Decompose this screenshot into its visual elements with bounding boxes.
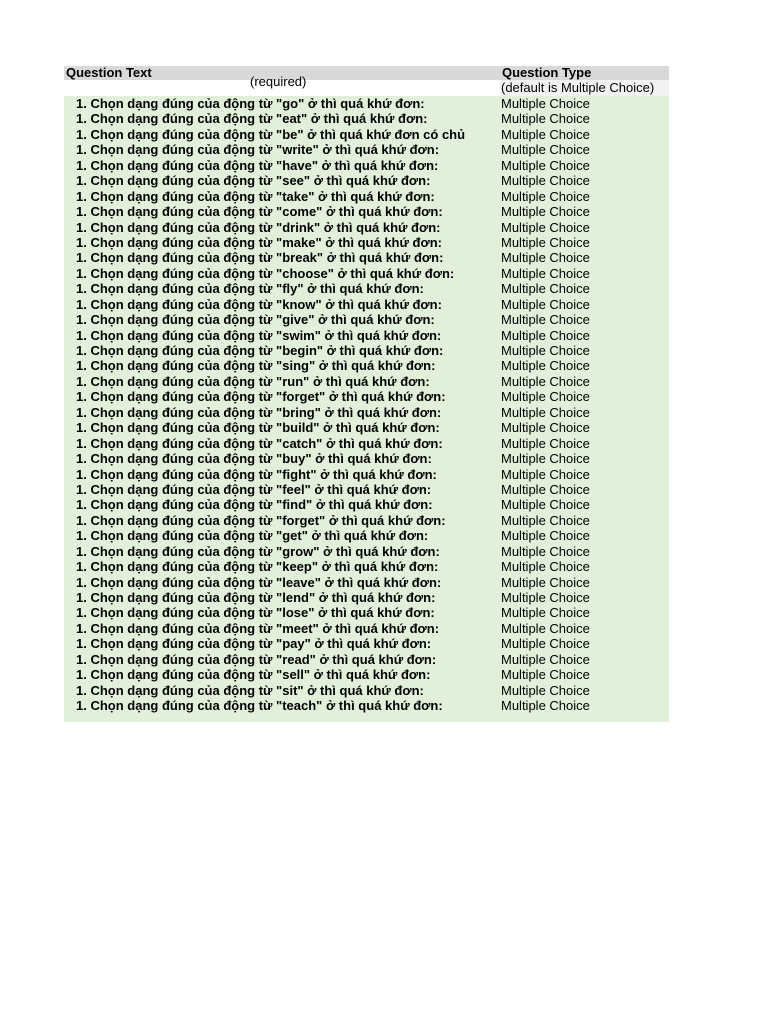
question-type-cell[interactable]: Multiple Choice	[501, 404, 590, 420]
question-text-cell[interactable]: 1. Chọn dạng đúng của động từ "sing" ở thì quá khứ đơn:	[76, 358, 436, 374]
table-row	[64, 497, 669, 512]
question-text-cell[interactable]: 1. Chọn dạng đúng của động từ "know" ở thì quá khứ đơn:	[76, 296, 442, 312]
table-row	[64, 559, 669, 574]
table-row	[64, 405, 669, 420]
question-text-cell[interactable]: 1. Chọn dạng đúng của động từ "see" ở thì quá khứ đơn:	[76, 173, 431, 189]
question-type-cell[interactable]: Multiple Choice	[501, 620, 590, 636]
table-row	[64, 358, 669, 373]
question-text-cell[interactable]: 1. Chọn dạng đúng của động từ "begin" ở thì quá khứ đơn:	[76, 343, 444, 358]
question-type-cell[interactable]: Multiple Choice	[501, 173, 590, 189]
question-type-cell[interactable]: Multiple Choice	[501, 451, 590, 467]
table-row	[64, 652, 669, 667]
question-type-cell[interactable]: Multiple Choice	[501, 512, 590, 528]
question-text-cell[interactable]: 1. Chọn dạng đúng của động từ "go" ở thì quá khứ đơn:	[76, 96, 425, 111]
question-type-cell[interactable]: Multiple Choice	[501, 682, 590, 698]
table-row	[64, 111, 669, 126]
table-row	[64, 220, 669, 235]
table-row	[64, 605, 669, 620]
question-type-cell[interactable]: Multiple Choice	[501, 296, 590, 312]
default-note[interactable]: (default is Multiple Choice)	[500, 80, 669, 96]
question-text-cell[interactable]: 1. Chọn dạng đúng của động từ "feel" ở thì quá khứ đơn:	[76, 481, 432, 497]
question-type-cell[interactable]: Multiple Choice	[501, 543, 590, 559]
question-text-cell[interactable]: 1. Chọn dạng đúng của động từ "find" ở thì quá khứ đơn:	[76, 497, 433, 513]
question-type-cell[interactable]: Multiple Choice	[501, 281, 590, 297]
question-text-cell[interactable]: 1. Chọn dạng đúng của động từ "come" ở thì quá khứ đơn:	[76, 204, 443, 220]
question-text-cell[interactable]: 1. Chọn dạng đúng của động từ "keep" ở thì quá khứ đơn:	[76, 559, 439, 575]
table-row	[64, 158, 669, 173]
question-text-cell[interactable]: 1. Chọn dạng đúng của động từ "forget" ở thì quá khứ đơn:	[76, 512, 446, 528]
table-row	[64, 235, 669, 250]
table-row	[64, 96, 669, 111]
question-text-cell[interactable]: 1. Chọn dạng đúng của động từ "take" ở thì quá khứ đơn:	[76, 188, 435, 204]
table-row	[64, 389, 669, 404]
question-text-cell[interactable]: 1. Chọn dạng đúng của động từ "get" ở thì quá khứ đơn:	[76, 528, 429, 544]
table-row	[64, 281, 669, 296]
table-row	[64, 698, 669, 713]
question-text-cell[interactable]: 1. Chọn dạng đúng của động từ "leave" ở thì quá khứ đơn:	[76, 574, 442, 590]
table-row	[64, 482, 669, 497]
table-row	[64, 451, 669, 466]
question-rows	[64, 96, 669, 722]
question-text-cell[interactable]: 1. Chọn dạng đúng của động từ "meet" ở thì quá khứ đơn:	[76, 620, 440, 636]
question-text-cell[interactable]: 1. Chọn dạng đúng của động từ "teach" ở thì quá khứ đơn:	[76, 698, 443, 714]
table-row	[64, 467, 669, 482]
question-type-cell[interactable]: Multiple Choice	[501, 265, 590, 281]
table-row	[64, 621, 669, 636]
question-text-cell[interactable]: 1. Chọn dạng đúng của động từ "lend" ở thì quá khứ đơn:	[76, 590, 436, 605]
table-row	[64, 297, 669, 312]
question-text-cell[interactable]: 1. Chọn dạng đúng của động từ "forget" ở thì quá khứ đơn:	[76, 389, 446, 405]
question-type-header[interactable]: Question Type	[502, 65, 592, 80]
question-text-header[interactable]: Question Text	[66, 65, 152, 80]
table-row	[64, 173, 669, 188]
question-text-cell[interactable]: 1. Chọn dạng đúng của động từ "make" ở thì quá khứ đơn:	[76, 234, 442, 250]
question-type-cell[interactable]: Multiple Choice	[501, 142, 590, 158]
question-text-cell[interactable]: 1. Chọn dạng đúng của động từ "give" ở thì quá khứ đơn:	[76, 312, 435, 328]
question-type-cell[interactable]: Multiple Choice	[501, 528, 590, 544]
question-type-cell[interactable]: Multiple Choice	[501, 126, 590, 142]
required-note-cell	[64, 74, 500, 96]
question-type-cell[interactable]: Multiple Choice	[501, 219, 590, 235]
question-type-cell[interactable]: Multiple Choice	[501, 651, 590, 667]
table-row	[64, 436, 669, 451]
question-type-cell[interactable]: Multiple Choice	[501, 312, 590, 328]
table-row	[64, 374, 669, 389]
question-text-cell[interactable]: 1. Chọn dạng đúng của động từ "buy" ở thì quá khứ đơn:	[76, 451, 432, 467]
question-text-cell[interactable]: 1. Chọn dạng đúng của động từ "choose" ở thì quá khứ đơn:	[76, 265, 455, 281]
question-type-cell[interactable]: Multiple Choice	[501, 481, 590, 497]
table-row	[64, 667, 669, 682]
required-note: (required)	[250, 74, 307, 89]
question-text-cell[interactable]: 1. Chọn dạng đúng của động từ "fight" ở thì quá khứ đơn:	[76, 466, 437, 482]
table-row	[64, 343, 669, 358]
table-row	[64, 142, 669, 157]
question-text-cell[interactable]: 1. Chọn dạng đúng của động từ "grow" ở thì quá khứ đơn:	[76, 543, 440, 559]
question-text-cell[interactable]: 1. Chọn dạng đúng của động từ "write" ở thì quá khứ đơn:	[76, 142, 440, 158]
question-text-cell[interactable]: 1. Chọn dạng đúng của động từ "be" ở thì quá khứ đơn có chủ	[76, 126, 466, 142]
question-type-cell[interactable]: Multiple Choice	[501, 590, 590, 605]
question-text-cell[interactable]: 1. Chọn dạng đúng của động từ "swim" ở thì quá khứ đơn:	[76, 327, 442, 343]
question-type-cell[interactable]: Multiple Choice	[501, 204, 590, 220]
question-text-cell[interactable]: 1. Chọn dạng đúng của động từ "catch" ở thì quá khứ đơn:	[76, 435, 443, 451]
table-row	[64, 683, 669, 698]
question-text-cell[interactable]: 1. Chọn dạng đúng của động từ "run" ở thì quá khứ đơn:	[76, 373, 430, 389]
question-type-cell[interactable]: Multiple Choice	[501, 420, 590, 436]
header-row	[64, 66, 669, 80]
question-type-cell[interactable]: Multiple Choice	[501, 559, 590, 575]
table-row	[64, 590, 669, 605]
subheader-row	[64, 74, 669, 96]
question-text-cell[interactable]: 1. Chọn dạng đúng của động từ "pay" ở thì quá khứ đơn:	[76, 636, 432, 652]
table-row	[64, 575, 669, 590]
question-type-cell[interactable]: Multiple Choice	[501, 636, 590, 652]
table-row	[64, 420, 669, 435]
question-type-cell[interactable]: Multiple Choice	[501, 111, 590, 127]
question-type-cell[interactable]: Multiple Choice	[501, 389, 590, 405]
question-text-cell[interactable]: 1. Chọn dạng đúng của động từ "sell" ở thì quá khứ đơn:	[76, 667, 431, 683]
question-type-cell[interactable]: Multiple Choice	[501, 435, 590, 451]
spreadsheet	[64, 66, 669, 722]
question-type-cell[interactable]: Multiple Choice	[501, 343, 590, 358]
table-row	[64, 544, 669, 559]
question-type-cell[interactable]: Multiple Choice	[501, 698, 590, 714]
table-row	[64, 250, 669, 265]
table-row	[64, 266, 669, 281]
table-row	[64, 312, 669, 327]
table-row	[64, 204, 669, 219]
question-type-cell[interactable]: Multiple Choice	[501, 157, 590, 173]
question-text-cell[interactable]: 1. Chọn dạng đúng của động từ "fly" ở thì quá khứ đơn:	[76, 281, 424, 297]
question-type-cell[interactable]: Multiple Choice	[501, 574, 590, 590]
question-type-cell[interactable]: Multiple Choice	[501, 250, 590, 266]
question-type-cell[interactable]: Multiple Choice	[501, 327, 590, 343]
question-text-cell[interactable]: 1. Chọn dạng đúng của động từ "eat" ở thì quá khứ đơn:	[76, 111, 428, 127]
question-text-cell[interactable]: 1. Chọn dạng đúng của động từ "have" ở thì quá khứ đơn:	[76, 157, 439, 173]
table-row	[64, 636, 669, 651]
question-type-cell[interactable]: Multiple Choice	[501, 373, 590, 389]
question-text-cell[interactable]: 1. Chọn dạng đúng của động từ "bring" ở thì quá khứ đơn:	[76, 404, 442, 420]
question-text-cell[interactable]: 1. Chọn dạng đúng của động từ "drink" ở thì quá khứ đơn:	[76, 219, 441, 235]
question-type-cell[interactable]: Multiple Choice	[501, 358, 590, 374]
question-text-cell[interactable]: 1. Chọn dạng đúng của động từ "build" ở thì quá khứ đơn:	[76, 420, 440, 436]
table-row	[64, 528, 669, 543]
table-row	[64, 127, 669, 142]
table-row	[64, 513, 669, 528]
question-type-cell[interactable]: Multiple Choice	[501, 605, 590, 621]
question-type-cell[interactable]: Multiple Choice	[501, 667, 590, 683]
question-type-cell[interactable]: Multiple Choice	[501, 234, 590, 250]
question-text-cell[interactable]: 1. Chọn dạng đúng của động từ "sit" ở thì quá khứ đơn:	[76, 682, 424, 698]
question-text-cell[interactable]: 1. Chọn dạng đúng của động từ "read" ở thì quá khứ đơn:	[76, 651, 437, 667]
question-type-cell[interactable]: Multiple Choice	[501, 96, 590, 111]
question-text-cell[interactable]: 1. Chọn dạng đúng của động từ "break" ở thì quá khứ đơn:	[76, 250, 444, 266]
question-type-cell[interactable]: Multiple Choice	[501, 188, 590, 204]
table-row	[64, 189, 669, 204]
question-text-cell[interactable]: 1. Chọn dạng đúng của động từ "lose" ở thì quá khứ đơn:	[76, 605, 435, 621]
table-row	[64, 328, 669, 343]
question-type-cell[interactable]: Multiple Choice	[501, 466, 590, 482]
question-type-cell[interactable]: Multiple Choice	[501, 497, 590, 513]
